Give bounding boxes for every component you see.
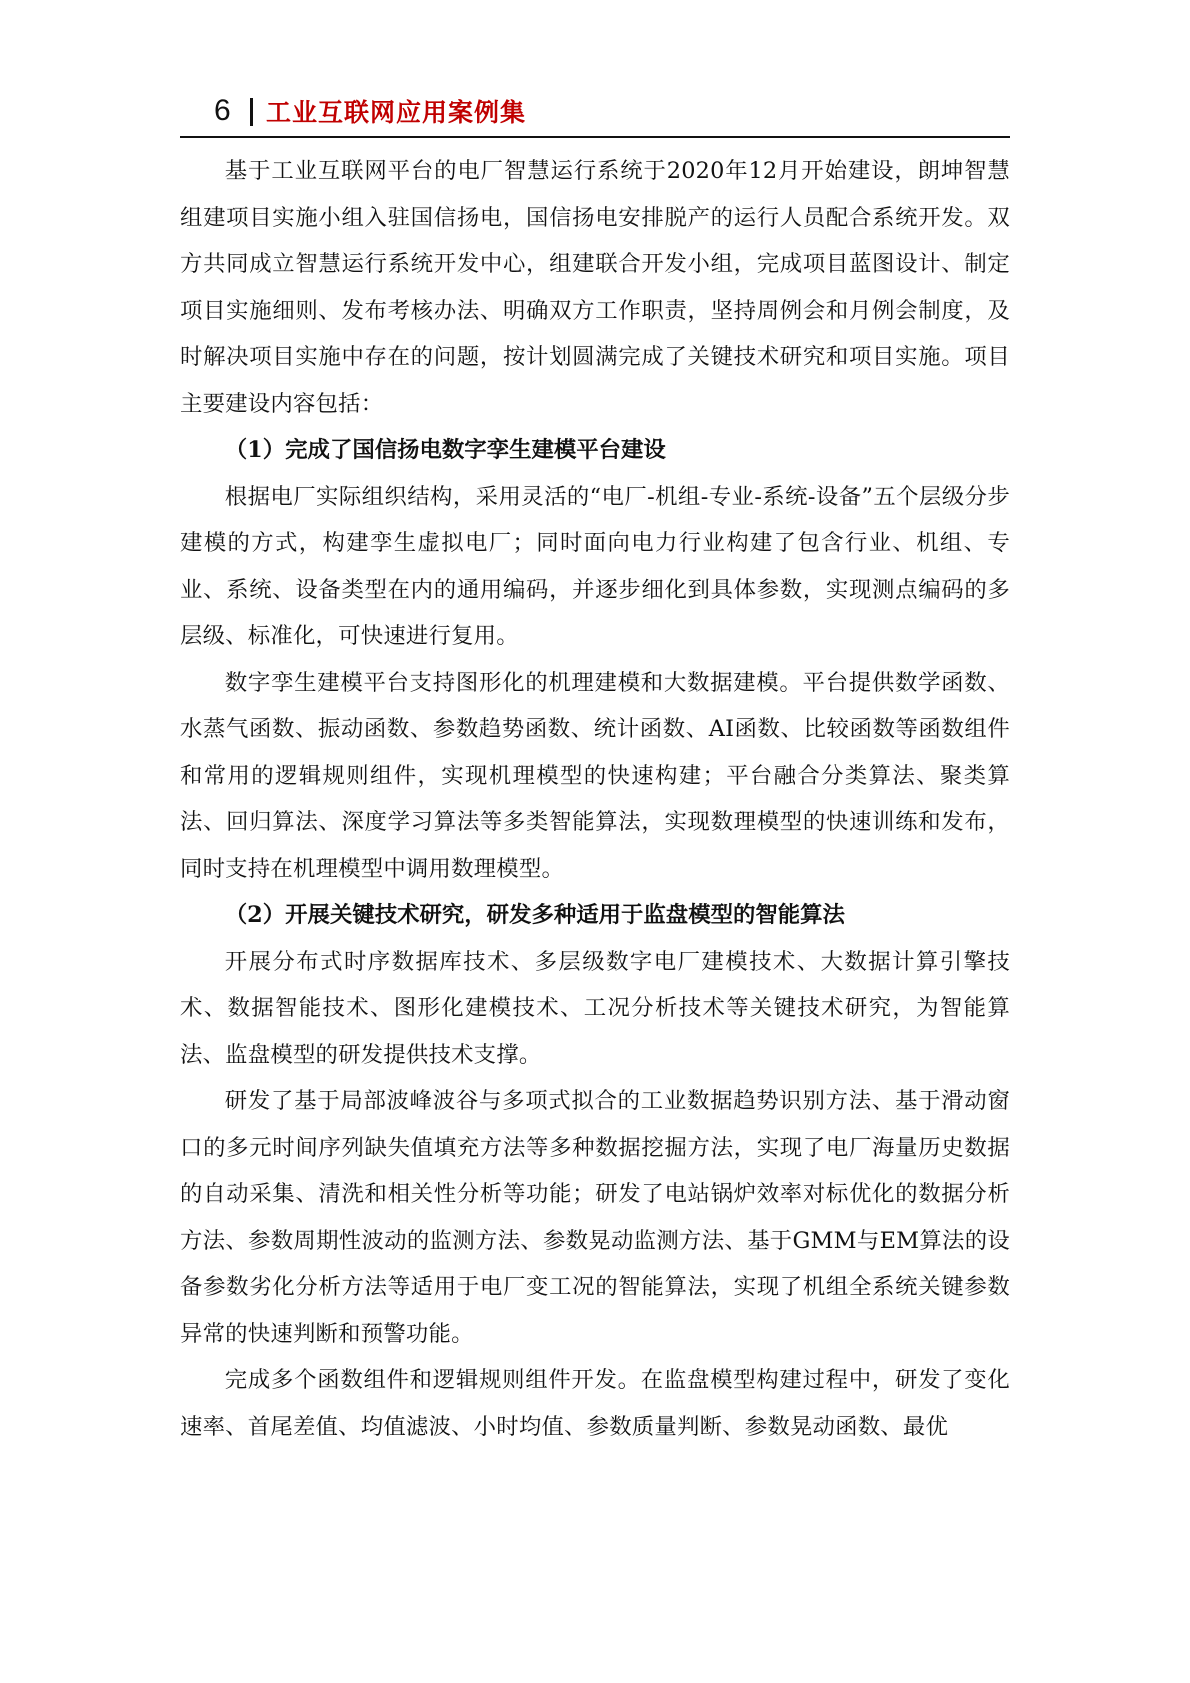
- paragraph-function-components: 完成多个函数组件和逻辑规则组件开发。在监盘模型构建过程中，研发了变化速率、首尾差值、均值滤波、小时均值、参数质量判断、参数晃动函数、最优: [180, 1367, 1010, 1440]
- page-number: 6: [214, 94, 231, 127]
- paragraph-modeling-platform: 数字孪生建模平台支持图形化的机理建模和大数据建模。平台提供数学函数、水蒸气函数、振动函数、参数趋势函数、统计函数、AI函数、比较函数等函数组件和常用的逻辑规则组件，实现机理模型的快速构建；平台融合分类算法、聚类算法、回归算法、深度学习算法等多类智能算法，实现数理模型的快速训练和发布，同时支持在机理模型中调用数理模型。: [180, 669, 1010, 882]
- paragraph-data-mining: 研发了基于局部波峰波谷与多项式拟合的工业数据趋势识别方法、基于滑动窗口的多元时间序列缺失值填充方法等多种数据挖掘方法，实现了电厂海量历史数据的自动采集、清洗和相关性分析等功能；研发了电站锅炉效率对标优化的数据分析方法、参数周期性波动的监测方法、参数晃动监测方法、基于GMM与EM算法的设备参数劣化分析方法等适用于电厂变工况的智能算法，实现了机组全系统关键参数异常的快速判断和预警功能。: [180, 1088, 1010, 1347]
- book-title: 工业互联网应用案例集: [266, 98, 527, 127]
- section-heading-1: （1）完成了国信扬电数字孪生建模平台建设: [224, 437, 666, 463]
- section-heading-2: （2）开展关键技术研究，研发多种适用于监盘模型的智能算法: [224, 902, 845, 928]
- page-body: [180, 148, 1010, 1450]
- page-header: [180, 92, 1010, 138]
- paragraph-key-technologies: 开展分布式时序数据库技术、多层级数字电厂建模技术、大数据计算引擎技术、数据智能技术、图形化建模技术、工况分析技术等关键技术研究，为智能算法、监盘模型的研发提供技术支撑。: [180, 948, 1010, 1068]
- header-divider: [250, 98, 253, 126]
- paragraph-modeling-method: 根据电厂实际组织结构，采用灵活的“电厂-机组-专业-系统-设备”五个层级分步建模的方式，构建孪生虚拟电厂；同时面向电力行业构建了包含行业、机组、专业、系统、设备类型在内的通用编码，并逐步细化到具体参数，实现测点编码的多层级、标准化，可快速进行复用。: [180, 483, 1010, 649]
- paragraph-intro: 基于工业互联网平台的电厂智慧运行系统于2020年12月开始建设，朗坤智慧组建项目实施小组入驻国信扬电，国信扬电安排脱产的运行人员配合系统开发。双方共同成立智慧运行系统开发中心，组建联合开发小组，完成项目蓝图设计、制定项目实施细则、发布考核办法、明确双方工作职责，坚持周例会和月例会制度，及时解决项目实施中存在的问题，按计划圆满完成了关键技术研究和项目实施。项目主要建设内容包括：: [180, 158, 1010, 417]
